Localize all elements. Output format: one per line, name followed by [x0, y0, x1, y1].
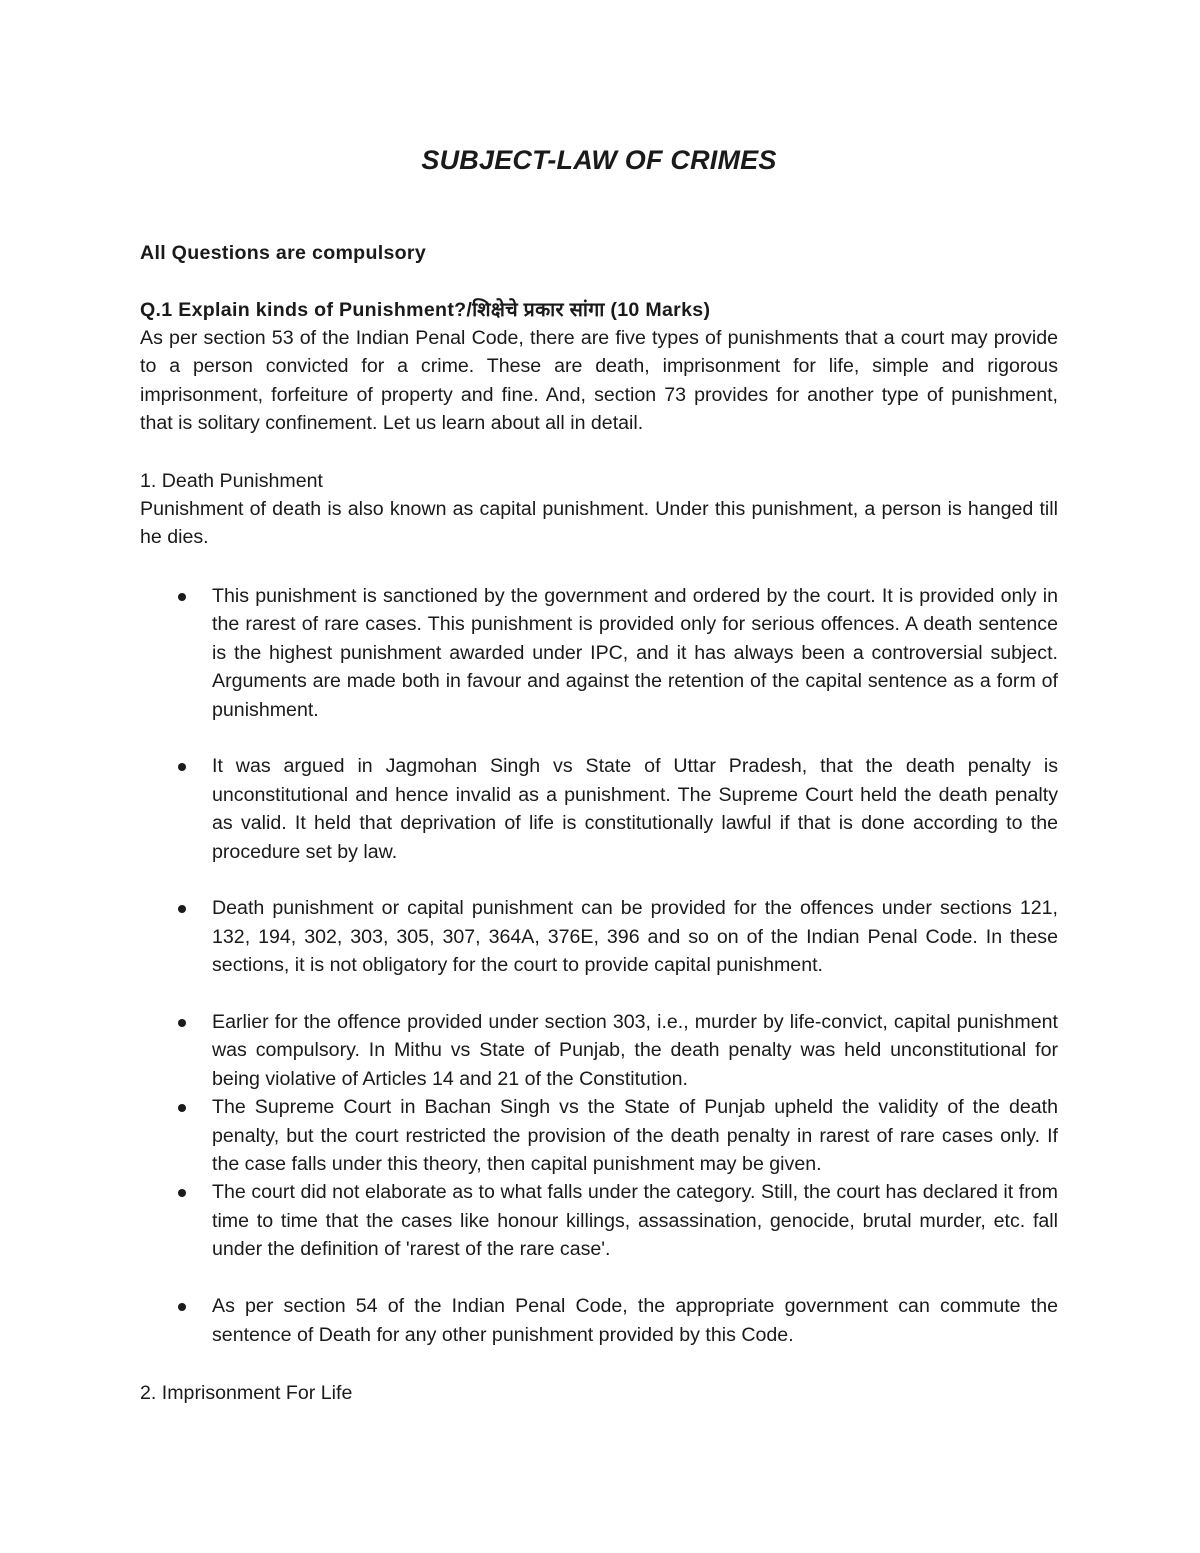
bullet-text: Death punishment or capital punishment can be provided for the offences under sections 121, 132, 194, 302, 303, 305, 307, 364A, 376E, 396 and so on of the Indian Penal Code. In these sections, it is not obligatory for the court to provide capital punishment. [212, 897, 1058, 977]
instruction-text: All Questions are compulsory [140, 242, 427, 264]
bullet-icon [178, 1019, 186, 1027]
list-item [140, 1008, 1058, 1093]
bullet-text: The court did not elaborate as to what falls under the category. Still, the court has declared it from time to time that the cases like honour killings, assassination, genocide, brutal murder, etc. fall under the definition of 'rarest of the rare case'. [212, 1181, 1058, 1261]
bullet-icon [178, 1303, 186, 1311]
list-item [140, 1178, 1058, 1263]
bullet-icon [178, 763, 186, 771]
section-1-paragraph: Punishment of death is also known as capital punishment. Under this punishment, a person is hanged till he dies. [140, 498, 1058, 549]
death-punishment-bullet-list [140, 582, 1058, 1349]
question-heading: Q.1 Explain kinds of Punishment?/शिक्षेचे प्रकार सांगा (10 Marks) [140, 299, 711, 321]
bullet-text: This punishment is sanctioned by the government and ordered by the court. It is provided only in the rarest of rare cases. This punishment is provided only for serious offences. A death sentence is the highest punishment awarded under IPC, and it has always been a controversial subject. Arguments are made both in favour and against the retention of the capital sentence as a form of punishment. [212, 585, 1058, 721]
section-2-heading: 2. Imprisonment For Life [140, 1382, 353, 1404]
list-item [140, 894, 1058, 979]
intro-paragraph: As per section 53 of the Indian Penal Code, there are five types of punishments that a court may provide to a person convicted for a crime. These are death, imprisonment for life, simple and rigorous imprisonment, forfeiture of property and fine. And, section 73 provides for another type of punishment, that is solitary confinement. Let us learn about all in detail. [140, 327, 1058, 435]
bullet-icon [178, 593, 186, 601]
bullet-icon [178, 1189, 186, 1197]
bullet-text: As per section 54 of the Indian Penal Code, the appropriate government can commute the sentence of Death for any other punishment provided by this Code. [212, 1295, 1058, 1346]
list-item [140, 1093, 1058, 1178]
list-item [140, 582, 1058, 724]
document-title: SUBJECT-LAW OF CRIMES [421, 145, 777, 175]
bullet-text: The Supreme Court in Bachan Singh vs the State of Punjab upheld the validity of the death penalty, but the court restricted the provision of the death penalty in rarest of rare cases only. If the case falls under this theory, then capital punishment may be given. [212, 1096, 1058, 1176]
document-page [140, 0, 1058, 1553]
bullet-icon [178, 1104, 186, 1112]
list-item [140, 1292, 1058, 1349]
bullet-text: It was argued in Jagmohan Singh vs State of Uttar Pradesh, that the death penalty is unconstitutional and hence invalid as a punishment. The Supreme Court held the death penalty as valid. It held that deprivation of life is constitutionally lawful if that is done according to the procedure set by law. [212, 755, 1058, 863]
bullet-icon [178, 905, 186, 913]
section-1-heading: 1. Death Punishment [140, 470, 323, 492]
list-item [140, 752, 1058, 866]
bullet-text: Earlier for the offence provided under section 303, i.e., murder by life-convict, capital punishment was compulsory. In Mithu vs State of Punjab, the death penalty was held unconstitutional for being violative of Articles 14 and 21 of the Constitution. [212, 1011, 1058, 1090]
